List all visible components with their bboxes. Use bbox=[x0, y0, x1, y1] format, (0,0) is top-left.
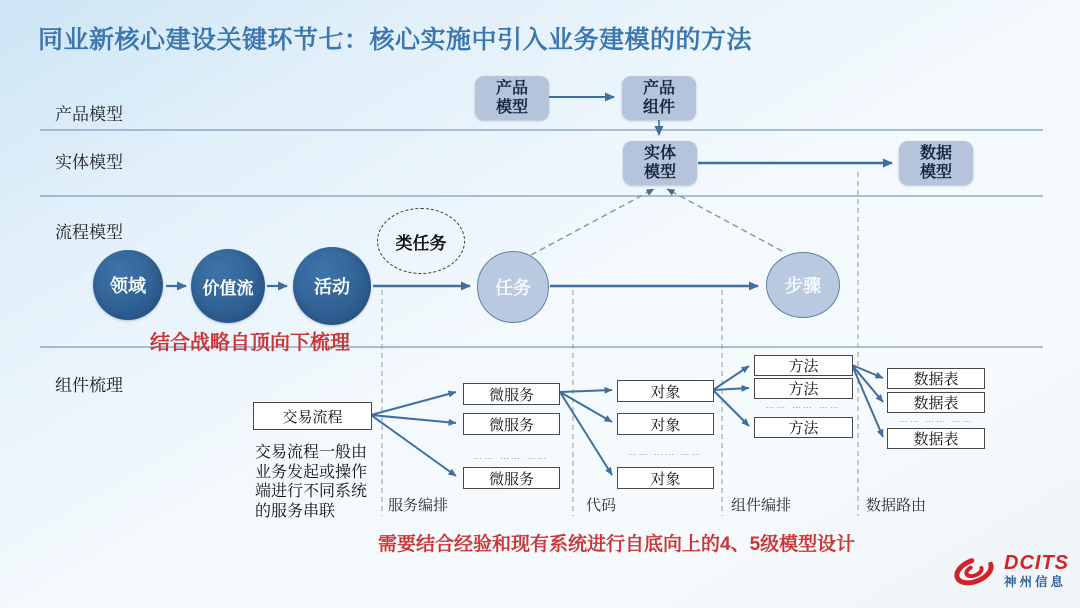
lane-label-entity-model: 实体模型 bbox=[55, 153, 123, 172]
data-table-box-2: 数据表 bbox=[887, 392, 985, 413]
dcits-logo bbox=[950, 552, 1069, 590]
object-box-1: 对象 bbox=[617, 380, 714, 402]
domain-circle: 领域 bbox=[93, 250, 163, 320]
logo-brand: DCITS bbox=[1004, 551, 1069, 574]
microservice-box-2: 微服务 bbox=[463, 413, 560, 435]
product-component-box: 产品 组件 bbox=[622, 76, 696, 120]
top-down-note: 结合战略自顶向下梳理 bbox=[150, 332, 350, 354]
bottom-up-note: 需要结合经验和现有系统进行自底向上的4、5级模型设计 bbox=[378, 534, 856, 555]
entity-model-box: 实体 模型 bbox=[623, 141, 697, 185]
method-box-3: 方法 bbox=[754, 417, 853, 438]
object-ellipsis: …… …… …… bbox=[627, 447, 703, 457]
method-ellipsis: …… …… …… bbox=[765, 400, 841, 410]
task-circle: 任务 bbox=[477, 251, 549, 323]
product-model-box: 产品 模型 bbox=[475, 76, 549, 120]
transaction-flow-box: 交易流程 bbox=[253, 402, 372, 430]
microservice-ellipsis: …… …… …… bbox=[473, 451, 549, 461]
column-label-component-orchestration: 组件编排 bbox=[731, 498, 792, 514]
data-table-ellipsis: …… …… …… bbox=[898, 414, 974, 424]
microservice-box-1: 微服务 bbox=[463, 383, 560, 405]
page-title: 同业新核心建设关键环节七：核心实施中引入业务建模的的方法 bbox=[38, 26, 753, 54]
value-stream-circle: 价值流 bbox=[191, 249, 265, 323]
data-table-box-3: 数据表 bbox=[887, 428, 985, 449]
logo-subbrand: 神州信息 bbox=[1004, 574, 1067, 589]
data-table-box-1: 数据表 bbox=[887, 368, 985, 389]
column-label-service-orchestration: 服务编排 bbox=[388, 498, 449, 514]
data-model-box: 数据 模型 bbox=[899, 141, 973, 185]
lane-label-component-sorting: 组件梳理 bbox=[55, 376, 123, 395]
entity-relation-dashed-lines bbox=[531, 189, 782, 255]
object-box-2: 对象 bbox=[617, 413, 714, 435]
method-box-1: 方法 bbox=[754, 355, 853, 376]
lane-label-product-model: 产品模型 bbox=[55, 105, 123, 124]
transaction-note: 交易流程一般由业务发起或操作端进行不同系统的服务串联 bbox=[255, 444, 368, 520]
dcits-logo-icon bbox=[950, 552, 998, 590]
activity-circle: 活动 bbox=[293, 247, 371, 325]
object-box-3: 对象 bbox=[617, 467, 714, 489]
microservice-box-3: 微服务 bbox=[463, 467, 560, 489]
step-circle: 步骤 bbox=[766, 252, 840, 318]
lane-label-process-model: 流程模型 bbox=[55, 223, 123, 242]
column-label-code: 代码 bbox=[586, 498, 617, 514]
column-label-data-routing: 数据路由 bbox=[866, 498, 927, 514]
lane-divider-lines bbox=[40, 130, 1043, 347]
method-box-2: 方法 bbox=[754, 378, 853, 399]
task-class-circle: 类任务 bbox=[377, 208, 465, 274]
